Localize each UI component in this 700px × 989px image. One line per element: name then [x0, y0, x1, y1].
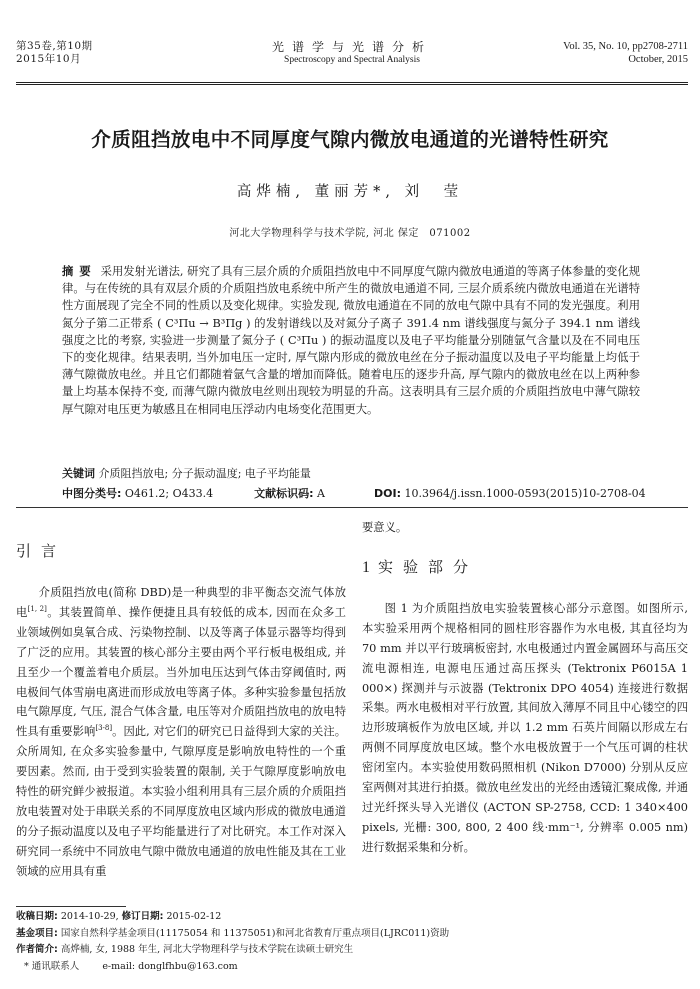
- section-title: 实验部分: [378, 557, 479, 576]
- contact-label: * 通讯联系人: [24, 960, 80, 972]
- section-number: 1: [362, 558, 370, 576]
- author-list: 高烨楠, 董丽芳*, 刘 莹: [236, 184, 464, 200]
- section-1-heading: [362, 556, 688, 577]
- header-left: [16, 40, 93, 66]
- journal-name-cn: 光谱学与光谱分析: [271, 40, 432, 54]
- doc-code-label: 文献标识码:: [254, 487, 314, 500]
- doc-code-value: A: [317, 487, 325, 500]
- header-center: [252, 40, 452, 67]
- revised-label: 修订日期:: [121, 911, 164, 922]
- intro-paragraph: [16, 583, 346, 882]
- received-label: 收稿日期:: [16, 911, 58, 922]
- bio-label: 作者简介:: [16, 944, 58, 955]
- clc-label: 中图分类号:: [62, 487, 122, 500]
- footnotes: [16, 909, 688, 975]
- header-rule-thin: [16, 84, 688, 85]
- intro-continuation: 要意义。: [362, 521, 408, 534]
- intro-text-3: 。因此, 对它们的研究已日益得到大家的关注。众所周知, 在众多实验参量中, 气隙厚度是影响放电特性的一个重要因素。然而, 由于受到实验装置的限制, 关于气隙厚度影响放电特性的研究鲜少被报道。本实验小组利用具有三层介质的介质阻挡放电装置对处于串联关系的不同厚度放电区域内形成的微放电通道的分子振动温度以及电子平均能量进行了对比研究。本工作对深入研究同一系统中不同放电气隙中微放电通道的放电性能及其在工业领域的应用具有重: [16, 725, 346, 878]
- dates-line: [16, 909, 688, 926]
- fund-text: 国家自然科学基金项目(11175054 和 11375051)和河北省教育厅重点项目(LJRC011)资助: [60, 927, 450, 939]
- journal-header: [16, 40, 688, 80]
- right-column: [362, 518, 688, 858]
- contact-email: e-mail: donglfhbu@163.com: [102, 960, 238, 972]
- received-date: 2014-10-29,: [60, 911, 119, 922]
- keywords-text: 介质阻挡放电; 分子振动温度; 电子平均能量: [98, 467, 311, 480]
- affiliation: 河北大学物理科学与技术学院, 河北 保定 071002: [229, 228, 471, 239]
- header-right: [563, 40, 688, 66]
- section-divider: [16, 507, 688, 508]
- fund-line: [16, 926, 688, 943]
- intro-text-1: 介质阻挡放电(简称 DBD)是一种典型的非平衡态交流气体放电: [16, 586, 346, 619]
- footnote-rule: [16, 906, 126, 907]
- paper-title: 介质阻挡放电中不同厚度气隙内微放电通道的光谱特性研究: [91, 128, 609, 151]
- bio-text: 高烨楠, 女, 1988 年生, 河北大学物理科学与技术学院在读硕士研究生: [60, 944, 354, 955]
- date-cn: 2015年10月: [16, 53, 82, 65]
- keywords-label: 关键词: [62, 467, 95, 480]
- fund-label: 基金项目:: [16, 927, 58, 939]
- header-rule: [16, 82, 688, 83]
- citation-ref: [1, 2]: [27, 605, 47, 614]
- classification-line: [62, 485, 662, 502]
- doi-label: DOI:: [374, 487, 401, 500]
- revised-date: 2015-02-12: [166, 911, 222, 922]
- abstract-text: 采用发射光谱法, 研究了具有三层介质的介质阻挡放电中不同厚度气隙内微放电通道的等离子体参量的变化规律。与在传统的具有双层介质的介质阻挡放电系统中所产生的微放电通道不同, 三层介质系统内微放电通道在光谱特性方面展现了完全不同的性质以及变化规律。实验发现, 微放电通道在不同的放电气隙中具有不同的发光强度。利用氮分子第二正带系 ( C³Πu → B³Πg ) 的发射谱线以及对氮分子离子 391.4 nm 谱线强度与氮分子 394.1 nm 谱线强度之比的考察, 实验进一步测量了氮分子 ( C³Πu ) 的振动温度以及电子平均能量分别随氩气含量以及在不同电压下的变化规律。结果表明, 当外加电压一定时, 厚气隙内形成的微放电丝在分子振动温度以及电子平均能量上均低于薄气隙微放电丝。并且它们都随着氩气含量的增加而降低。随着电压的逐步升高, 厚气隙内的微放电丝在以上两种参量上均基本保持不变, 而薄气隙内微放电丝则出现较为明显的升高。这表明具有三层介质的介质阻挡放电中薄气隙较厚气隙对电压更为敏感且在相同电压浮动内电场变化范围更大。: [62, 265, 640, 416]
- citation-ref: [3-8]: [95, 724, 113, 733]
- date-en: October, 2015: [628, 54, 688, 65]
- left-column: [16, 518, 346, 882]
- volume-cn: 第35卷,第10期: [16, 40, 93, 52]
- clc-value: O461.2; O433.4: [124, 487, 214, 500]
- doi-value: 10.3964/j.issn.1000-0593(2015)10-2708-04: [404, 487, 646, 500]
- experimental-paragraph: 图 1 为介质阻挡放电实验装置核心部分示意图。如图所示, 本实验采用两个规格相同的圆柱形容器作为水电极, 其直径均为 70 mm 并以平行玻璃板密封, 水电极通过内置金属圆环与高压交流电源相连, 电源电压通过高压探头 (Tektronix P6015A 1 000×) 探测并与示波器 (Tektronix DPO 4054) 连接进行数据采集。两水电极相对平行放置, 其间放入薄厚不同且中心镂空的四边形玻璃板作为放电区域, 并以 1.2 mm 石英片间隔以形成左右两侧不同厚度放电区域。整个水电极放置于一个气压可调的柱状密闭室内。本实验使用数码照相机 (Nikon D7000) 分别从反应室两侧对其进行拍摄。微放电丝发出的光经由透镜汇聚成像, 并通过光纤探头导入光谱仪 (ACTON SP-2758, CCD: 1 340×400 pixels, 光栅: 300, 800, 2 400 线·mm⁻¹, 分辨率 0.005 nm) 进行数据采集和分析。: [362, 601, 688, 854]
- volume-en: Vol. 35, No. 10, pp2708-2711: [563, 41, 688, 52]
- keywords: [62, 465, 640, 482]
- abstract: [62, 263, 640, 418]
- contact-line: [16, 959, 688, 976]
- journal-name-en: Spectroscopy and Spectral Analysis: [284, 55, 420, 65]
- intro-text-2: 。其装置简单、操作便捷且具有较低的成本, 因而在众多工业领域例如臭氧合成、污染物控制、以及等离子体显示器等均得到了广泛的应用。其装置的核心部分主要由两个平行板电极组成, 并且至少一个覆盖着电介质层。当外加电压达到气体击穿阈值时, 两电极间气体雪崩电离进而形成放电等离子体。多种实验参量包括放电气隙厚度, 气压, 混合气体含量, 电压等对介质阻挡放电的放电特性具有重要影响: [16, 605, 346, 739]
- abstract-label: 摘要: [62, 265, 97, 278]
- intro-heading: 引言: [16, 542, 67, 560]
- bio-line: [16, 942, 688, 959]
